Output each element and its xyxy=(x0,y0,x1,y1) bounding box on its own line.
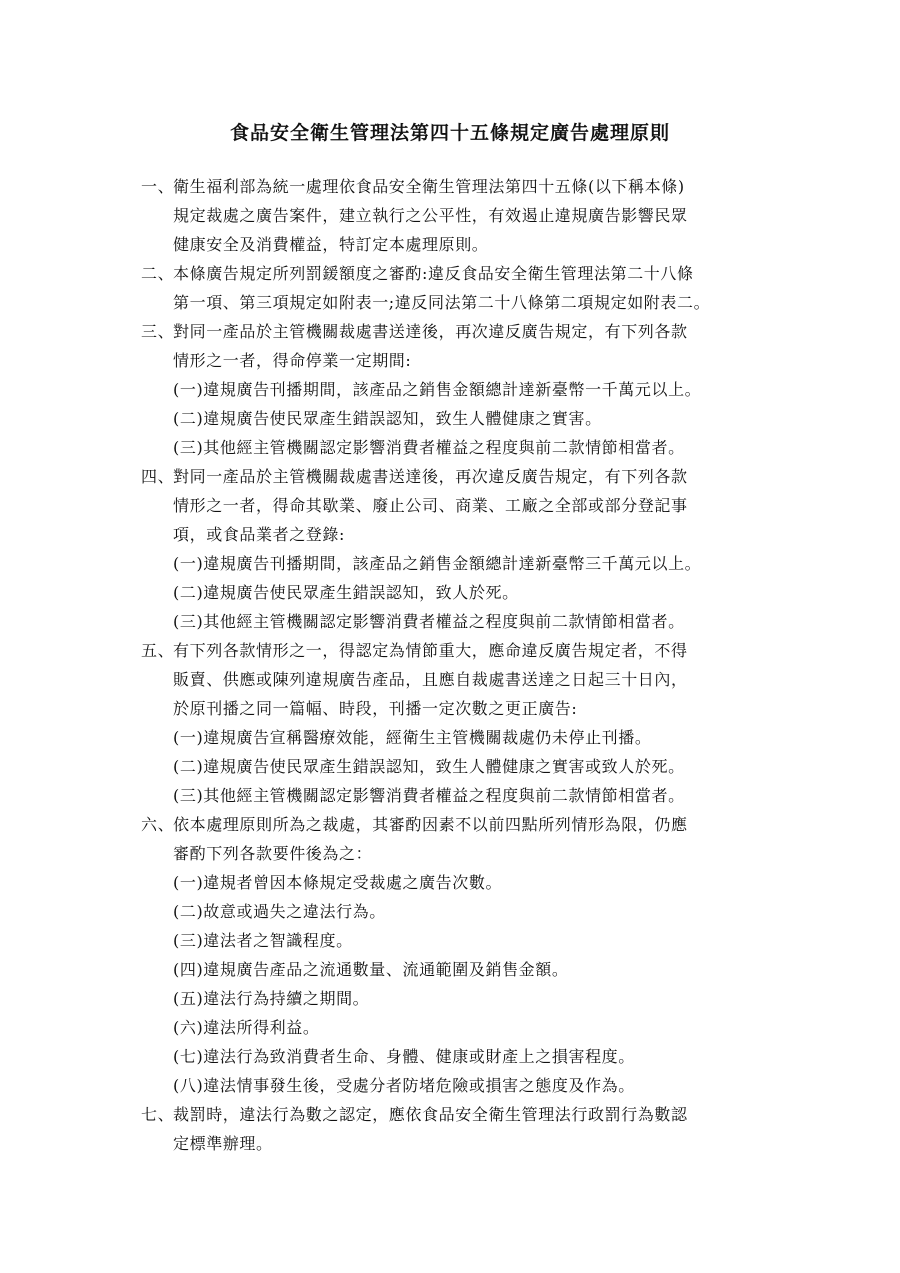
sub-item: (一)違規者曾因本條規定受裁處之廣告次數。 xyxy=(173,873,503,892)
document-title: 食品安全衛生管理法第四十五條規定廣告處理原則 xyxy=(229,122,670,144)
article-number: 三、 xyxy=(141,322,175,341)
article-item xyxy=(141,636,781,810)
article-row xyxy=(141,810,781,868)
article-number: 四、 xyxy=(141,467,175,486)
article-number: 五、 xyxy=(141,641,175,660)
article-line: 衛生福利部為統一處理依食品安全衛生管理法第四十五條(以下稱本條) xyxy=(173,177,685,196)
article-number: 七、 xyxy=(141,1105,175,1124)
article-text xyxy=(173,172,781,259)
sub-item: (一)違規廣告刊播期間，該產品之銷售金額總計達新臺幣三千萬元以上。 xyxy=(173,554,702,573)
article-row xyxy=(141,1100,781,1158)
article-text xyxy=(173,462,781,549)
sub-item: (六)違法所得利益。 xyxy=(173,1018,320,1037)
sub-item: (七)違法行為致消費者生命、身體、健康或財產上之損害程度。 xyxy=(173,1047,635,1066)
article-line: 販賣、供應或陳列違規廣告產品，且應自裁處書送達之日起三十日內， xyxy=(173,670,688,689)
article-number: 六、 xyxy=(141,815,175,834)
article-item xyxy=(141,810,781,1100)
article-row xyxy=(141,172,781,259)
article-line: 於原刊播之同一篇幅、時段，刊播一定次數之更正廣告: xyxy=(173,699,578,718)
sub-item: (三)其他經主管機關認定影響消費者權益之程度與前二款情節相當者。 xyxy=(173,438,685,457)
article-row xyxy=(141,259,781,317)
article-line: 情形之一者，得命停業一定期間: xyxy=(173,351,412,370)
sub-item: (一)違規廣告刊播期間，該產品之銷售金額總計達新臺幣一千萬元以上。 xyxy=(173,380,702,399)
article-text xyxy=(173,259,781,317)
sub-item: (二)違規廣告使民眾產生錯誤認知，致人於死。 xyxy=(173,583,519,602)
article-line: 對同一產品於主管機關裁處書送達後，再次違反廣告規定，有下列各款 xyxy=(173,467,688,486)
article-line: 情形之一者，得命其歇業、廢止公司、商業、工廠之全部或部分登記事 xyxy=(173,496,688,515)
article-line: 對同一產品於主管機關裁處書送達後，再次違反廣告規定，有下列各款 xyxy=(173,322,688,341)
article-line: 裁罰時，違法行為數之認定，應依食品安全衛生管理法行政罰行為數認 xyxy=(173,1105,688,1124)
article-item xyxy=(141,259,781,317)
article-item xyxy=(141,462,781,636)
article-line: 健康安全及消費權益，特訂定本處理原則。 xyxy=(173,235,489,254)
article-row xyxy=(141,317,781,375)
article-line: 審酌下列各款要件後為之： xyxy=(173,844,373,863)
sub-item: (三)其他經主管機關認定影響消費者權益之程度與前二款情節相當者。 xyxy=(173,612,685,631)
article-number: 二、 xyxy=(141,264,175,283)
sub-item: (四)違規廣告產品之流通數量、流通範圍及銷售金額。 xyxy=(173,960,569,979)
article-item xyxy=(141,317,781,462)
sub-item: (三)其他經主管機關認定影響消費者權益之程度與前二款情節相當者。 xyxy=(173,786,685,805)
sub-item: (八)違法情事發生後，受處分者防堵危險或損害之態度及作為。 xyxy=(173,1076,635,1095)
sub-item: (二)違規廣告使民眾產生錯誤認知，致生人體健康之實害或致人於死。 xyxy=(173,757,685,776)
article-item xyxy=(141,1100,781,1158)
sub-item: (三)違法者之智識程度。 xyxy=(173,931,353,950)
article-line: 規定裁處之廣告案件，建立執行之公平性，有效遏止違規廣告影響民眾 xyxy=(173,206,688,225)
article-line: 有下列各款情形之一，得認定為情節重大，應命違反廣告規定者，不得 xyxy=(173,641,688,660)
article-text xyxy=(173,636,781,723)
article-line: 依本處理原則所為之裁處，其審酌因素不以前四點所列情形為限，仍應 xyxy=(173,815,688,834)
article-text xyxy=(173,810,781,868)
article-row xyxy=(141,636,781,723)
document-body xyxy=(141,172,781,1158)
sub-item: (二)違規廣告使民眾產生錯誤認知，致生人體健康之實害。 xyxy=(173,409,602,428)
article-number: 一、 xyxy=(141,177,175,196)
sub-item: (五)違法行為持續之期間。 xyxy=(173,989,370,1008)
article-item xyxy=(141,172,781,259)
article-row xyxy=(141,462,781,549)
sub-item: (二)故意或過失之違法行為。 xyxy=(173,902,386,921)
sub-item: (一)違規廣告宣稱醫療效能，經衛生主管機關裁處仍未停止刊播。 xyxy=(173,728,652,747)
article-text xyxy=(173,1100,781,1158)
article-line: 項，或食品業者之登錄: xyxy=(173,525,345,544)
article-line: 本條廣告規定所列罰鍰額度之審酌:違反食品安全衛生管理法第二十八條 xyxy=(173,264,694,283)
article-text xyxy=(173,317,781,375)
article-line: 第一項、第三項規定如附表一;違反同法第二十八條第二項規定如附表二。 xyxy=(173,293,711,312)
article-line: 定標準辦理。 xyxy=(173,1134,273,1153)
